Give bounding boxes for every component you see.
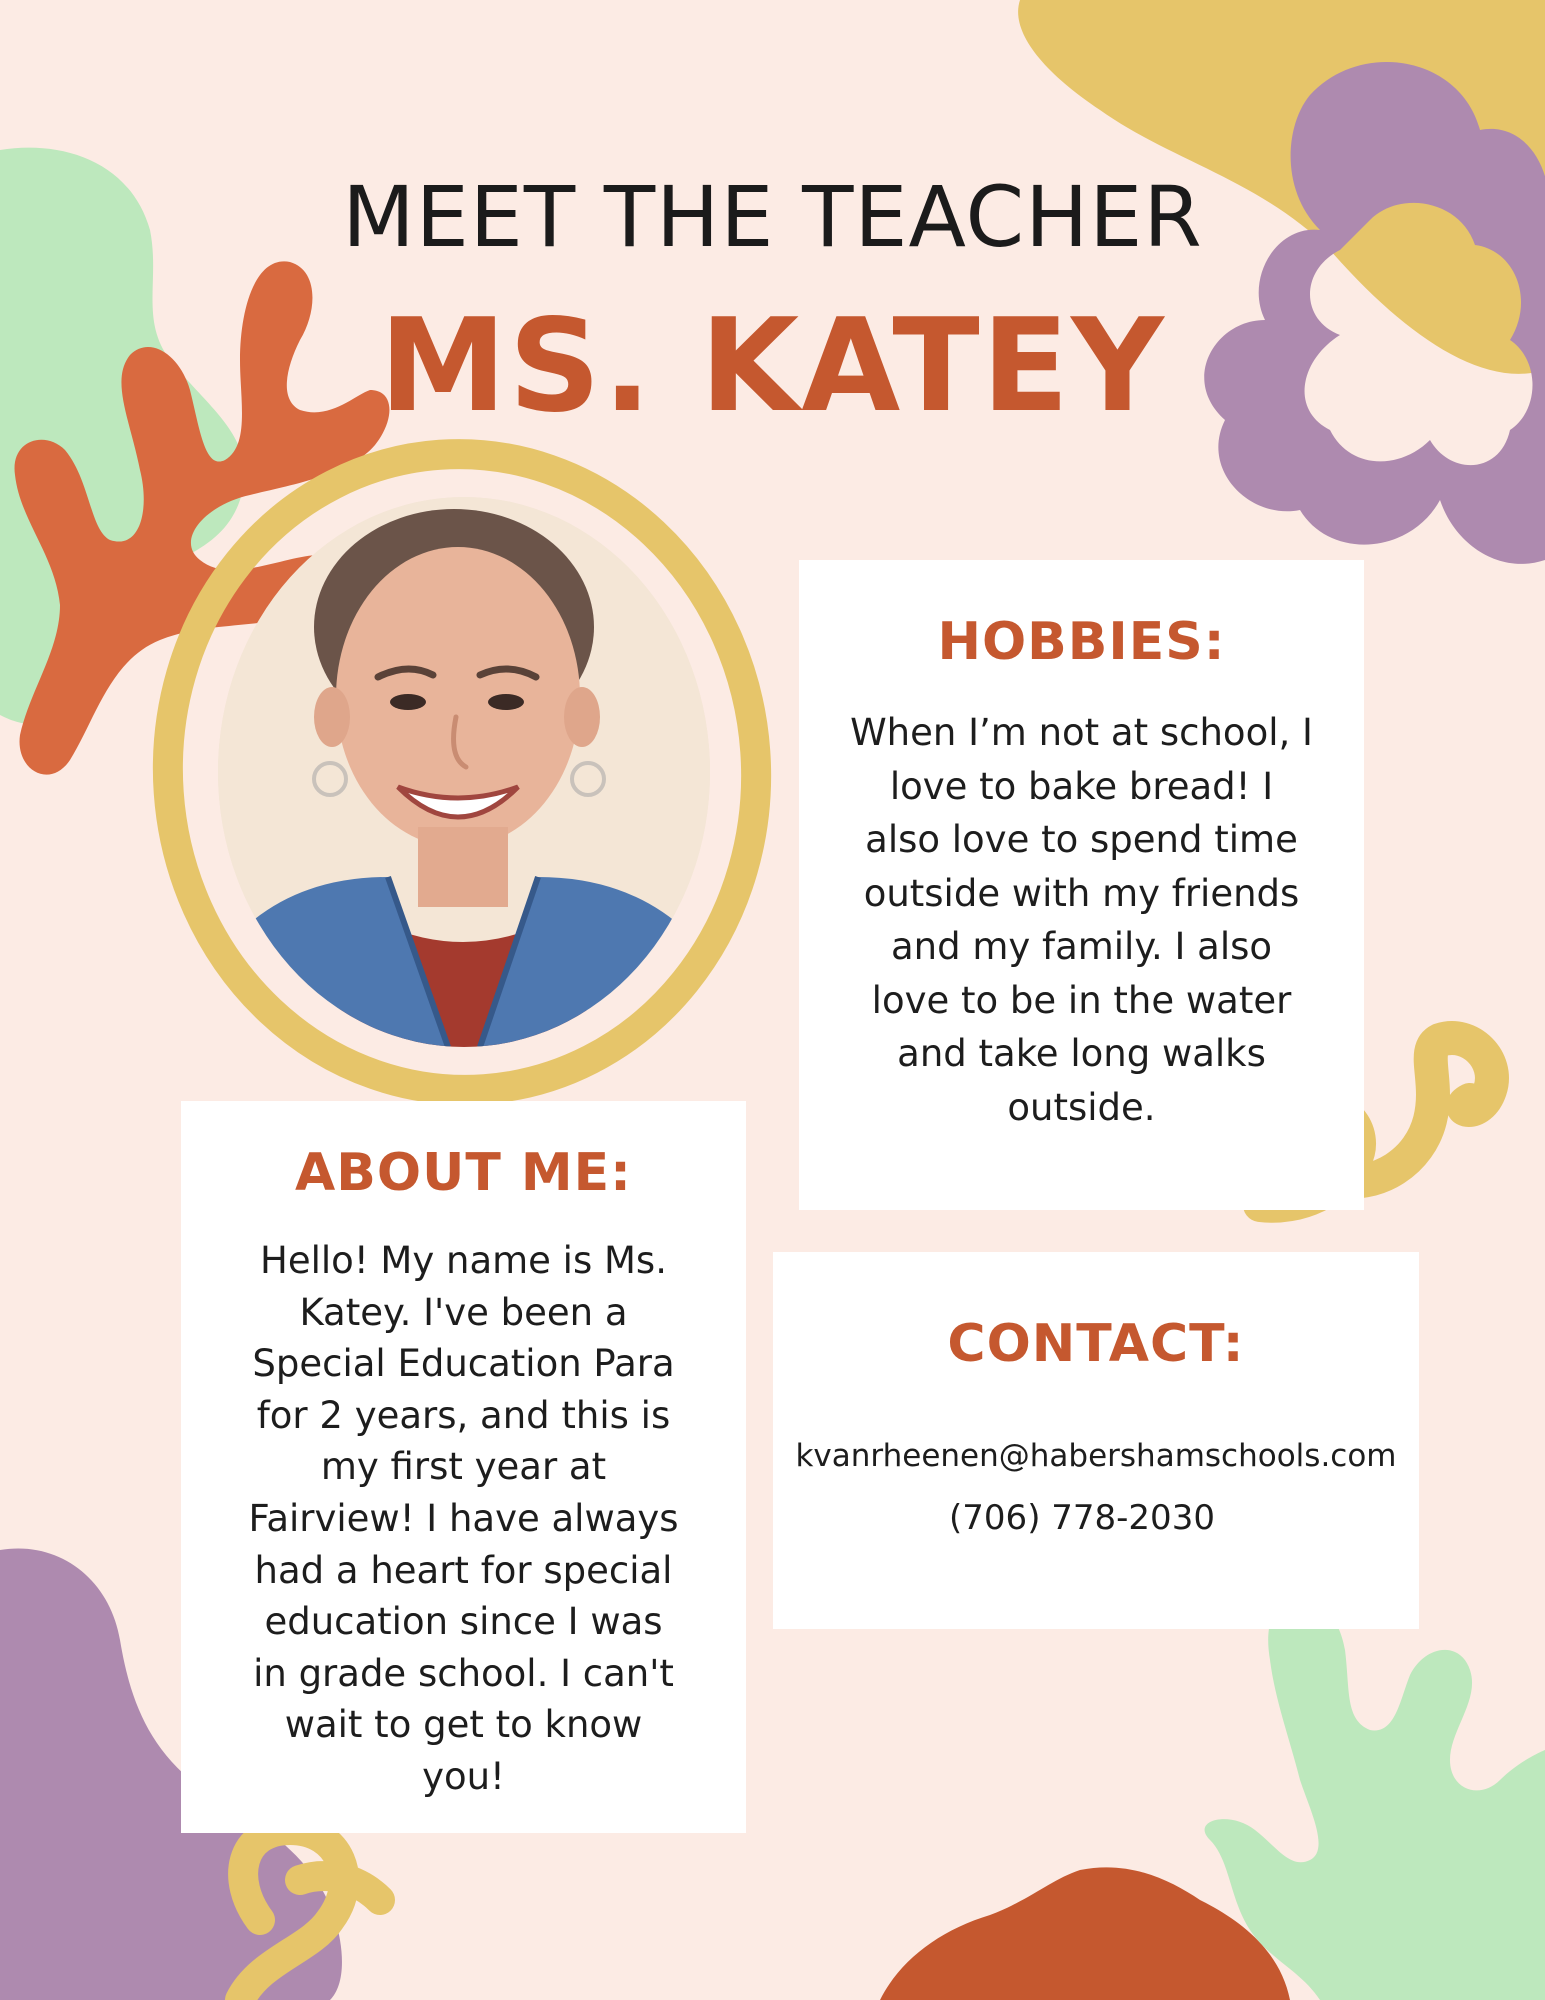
orange-blob-bottom-right <box>880 1867 1290 2000</box>
hobbies-heading: HOBBIES: <box>937 612 1226 672</box>
contact-email[interactable]: kvanrheenen@habershamschools.com <box>795 1438 1397 1474</box>
teacher-portrait <box>218 497 710 1047</box>
hobbies-text: When I’m not at school, I love to bake bread! I also love to spend time outside with my friends and my family. I also love to be in the water and take long walks outside. <box>850 711 1313 1129</box>
contact-heading: CONTACT: <box>947 1314 1245 1374</box>
meet-the-teacher-heading: MEET THE TEACHER <box>342 168 1203 266</box>
teacher-name-title: MS. KATEY <box>379 292 1166 441</box>
contact-phone[interactable]: (706) 778-2030 <box>949 1498 1215 1538</box>
hobbies-card <box>799 560 1364 1210</box>
contact-card <box>773 1252 1419 1629</box>
about-me-text: Hello! My name is Ms. Katey. I've been a Special Education Para for 2 years, and this is my first year at Fairview! I have always had a heart for special education since I was in grade school. I can't wait to get to know you! <box>248 1239 679 1798</box>
about-me-heading: ABOUT ME: <box>295 1143 632 1203</box>
about-me-card <box>181 1101 746 1833</box>
